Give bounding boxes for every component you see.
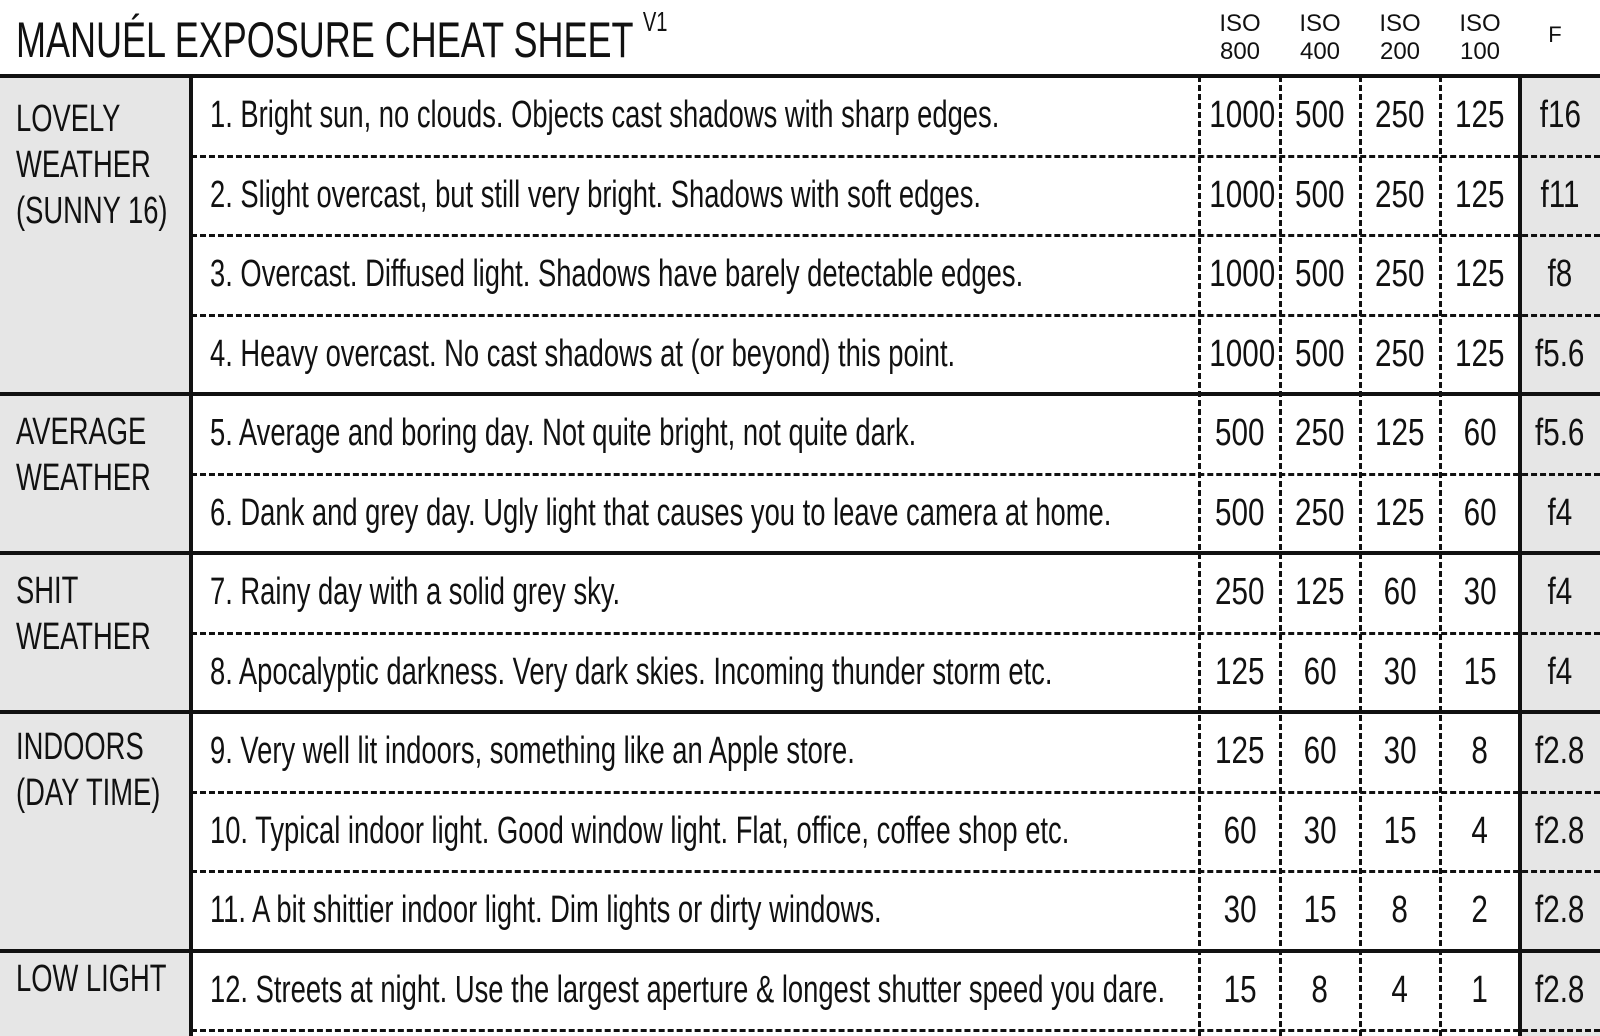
scene-description: 11. A bit shittier indoor light. Dim lights or dirty windows.: [210, 889, 882, 931]
aperture-value: f16: [1539, 94, 1581, 136]
shutter-value-iso200: 125: [1375, 491, 1425, 534]
aperture-value: f11: [1540, 173, 1580, 216]
shutter-value-iso800: 1000: [1209, 332, 1276, 375]
shutter-value-iso800: 125: [1215, 650, 1265, 693]
scene-description: 5. Average and boring day. Not quite bright, not quite dark.: [210, 412, 917, 454]
aperture-value: f2.8: [1535, 968, 1585, 1011]
shutter-value-iso100: 125: [1455, 332, 1505, 375]
shutter-value-iso800: 1000: [1209, 253, 1276, 295]
scene-description: 1. Bright sun, no clouds. Objects cast shadows with sharp edges.: [210, 94, 1000, 136]
scene-description: 8. Apocalyptic darkness. Very dark skies. Incoming thunder storm etc.: [210, 650, 1053, 693]
page-title: [16, 8, 921, 72]
shutter-value-iso100: 15: [1463, 650, 1497, 693]
header-iso-800: ISO 800: [1219, 10, 1261, 65]
shutter-value-iso100: 125: [1455, 253, 1505, 295]
shutter-value-iso400: 500: [1295, 173, 1345, 216]
aperture-value: f4: [1547, 650, 1573, 693]
shutter-value-iso400: 60: [1303, 650, 1337, 693]
shutter-value-iso400: 500: [1295, 253, 1345, 295]
shutter-value-iso400: 125: [1295, 571, 1345, 613]
shutter-value-iso100: 4: [1471, 809, 1489, 852]
category-low-light: LOW LIGHT: [16, 958, 167, 1000]
aperture-value: f2.8: [1535, 809, 1585, 852]
shutter-value-iso400: 500: [1295, 332, 1345, 375]
category-indoors: INDOORS (DAY TIME): [16, 726, 161, 814]
aperture-value: f2.8: [1535, 889, 1585, 931]
shutter-value-iso100: 30: [1463, 571, 1497, 613]
shutter-value-iso100: 1: [1471, 968, 1489, 1011]
shutter-value-iso200: 60: [1383, 571, 1417, 613]
scene-description: 3. Overcast. Diffused light. Shadows have barely detectable edges.: [210, 253, 1024, 295]
shutter-value-iso200: 250: [1375, 332, 1425, 375]
exposure-table: [0, 76, 1600, 1036]
shutter-value-iso200: 8: [1391, 889, 1409, 931]
shutter-value-iso200: 4: [1391, 968, 1409, 1011]
shutter-value-iso400: 250: [1295, 491, 1345, 534]
shutter-value-iso800: 1000: [1209, 94, 1276, 136]
category-average-weather: AVERAGE WEATHER: [16, 411, 151, 499]
aperture-value: f5.6: [1535, 412, 1585, 454]
shutter-value-iso200: 250: [1375, 253, 1425, 295]
shutter-value-iso800: 125: [1215, 730, 1265, 772]
category-shit-weather: SHIT WEATHER: [16, 570, 151, 658]
shutter-value-iso100: 60: [1463, 491, 1497, 534]
shutter-value-iso400: 8: [1311, 968, 1329, 1011]
shutter-value-iso800: 500: [1215, 412, 1265, 454]
shutter-value-iso400: 30: [1303, 809, 1337, 852]
shutter-value-iso800: 60: [1223, 809, 1257, 852]
scene-description: 2. Slight overcast, but still very bright. Shadows with soft edges.: [210, 173, 982, 216]
aperture-value: f5.6: [1535, 332, 1585, 375]
scene-description: 7. Rainy day with a solid grey sky.: [210, 571, 621, 613]
shutter-value-iso200: 15: [1383, 809, 1417, 852]
title-text: MANUÉL EXPOSURE CHEAT SHEET: [16, 12, 633, 68]
shutter-value-iso100: 60: [1463, 412, 1497, 454]
scene-description: 4. Heavy overcast. No cast shadows at (or beyond) this point.: [210, 332, 956, 375]
shutter-value-iso800: 15: [1223, 968, 1257, 1011]
header-iso-200: ISO 200: [1379, 10, 1421, 65]
scene-description: 6. Dank and grey day. Ugly light that causes you to leave camera at home.: [210, 491, 1112, 534]
aperture-value: f4: [1547, 491, 1573, 534]
shutter-value-iso800: 1000: [1209, 173, 1276, 216]
shutter-value-iso400: 500: [1295, 94, 1345, 136]
shutter-value-iso400: 60: [1303, 730, 1337, 772]
aperture-value: f8: [1547, 253, 1573, 295]
shutter-value-iso100: 8: [1471, 730, 1489, 772]
shutter-value-iso200: 125: [1375, 412, 1425, 454]
header-f: F: [1548, 22, 1562, 47]
category-lovely-weather: LOVELY WEATHER (SUNNY 16): [16, 98, 168, 232]
scene-description: 10. Typical indoor light. Good window light. Flat, office, coffee shop etc.: [210, 809, 1070, 852]
shutter-value-iso200: 30: [1383, 730, 1417, 772]
shutter-value-iso800: 30: [1223, 889, 1257, 931]
aperture-value: f4: [1547, 571, 1573, 613]
shutter-value-iso400: 250: [1295, 412, 1345, 454]
shutter-value-iso100: 125: [1455, 173, 1505, 216]
title-version: V1: [642, 6, 668, 37]
shutter-value-iso100: 2: [1471, 889, 1489, 931]
shutter-value-iso800: 250: [1215, 571, 1265, 613]
header-iso-100: ISO 100: [1459, 10, 1501, 65]
header-iso-400: ISO 400: [1299, 10, 1341, 65]
shutter-value-iso200: 250: [1375, 173, 1425, 216]
shutter-value-iso400: 15: [1303, 889, 1337, 931]
shutter-value-iso200: 250: [1375, 94, 1425, 136]
scene-description: 9. Very well lit indoors, something like an Apple store.: [210, 730, 855, 772]
scene-description: 12. Streets at night. Use the largest aperture & longest shutter speed you dare.: [210, 968, 1166, 1011]
shutter-value-iso200: 30: [1383, 650, 1417, 693]
shutter-value-iso800: 500: [1215, 491, 1265, 534]
shutter-value-iso100: 125: [1455, 94, 1505, 136]
aperture-value: f2.8: [1535, 730, 1585, 772]
